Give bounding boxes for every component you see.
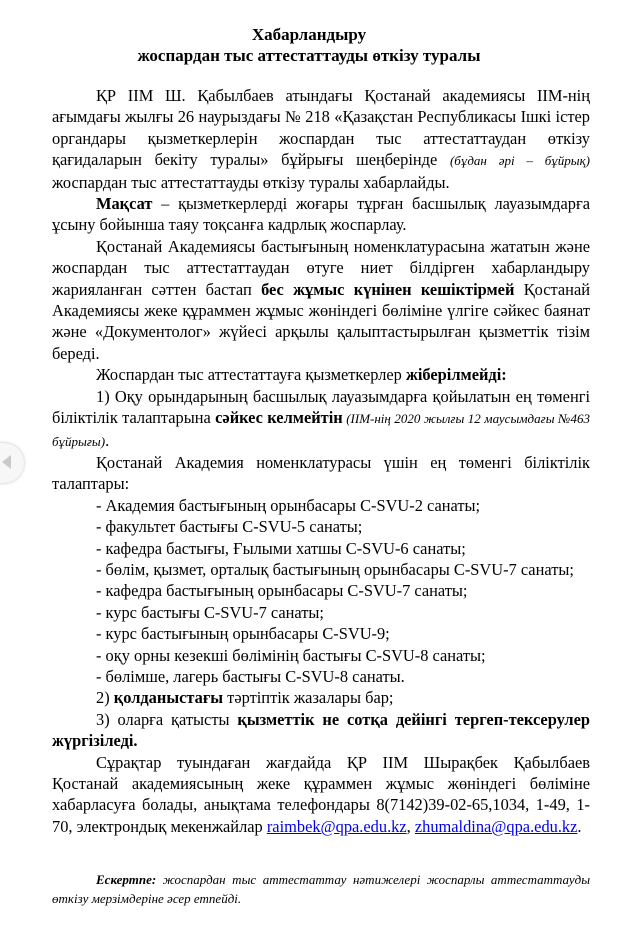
intro-text-c: жоспардан тыс аттестаттауды өткізу туралы хабарлайды.	[52, 172, 450, 192]
requirements-heading: Қостанай Академия номенклатурасы үшін ең төменгі біліктілік талаптары:	[52, 452, 590, 494]
title-line-2: жоспардан тыс аттестаттауды өткізу туралы	[137, 46, 481, 65]
apply-text-a: Қостанай Академиясы бастығының номенклатурасына жататын және жоспардан тыс аттестаттаудан өтуге ниет білдірген хабарландыру жарияланған сәттен бастап	[52, 236, 590, 299]
requirement-item: - курс бастығы C-SVU-7 санаты;	[96, 602, 324, 622]
apply-paragraph	[52, 236, 590, 364]
title-line-1: Хабарландыру	[251, 25, 367, 44]
item-3-bold: қызметтік не сотқа дейінгі тергеп-тексерулер жүргізіледі.	[52, 709, 590, 751]
email-separator: ,	[406, 816, 415, 836]
contact-end: .	[577, 816, 582, 836]
intro-paragraph	[52, 85, 590, 193]
item-1-italic: (ІІМ-нің 2020 жылғы 12 маусымдағы №463 бұйрығы)	[52, 411, 590, 449]
requirement-item: - Академия бастығының орынбасары C-SVU-2 санаты;	[96, 495, 481, 515]
apply-text-b: Қостанай Академиясы жеке құраммен жұмыс жөніндегі бөлiмiне үлгіге сәйкес баянат және «Документолог» жүйесі арқылы қалыптастырылған қызметтік тізім береді.	[52, 279, 590, 363]
document-body	[52, 85, 590, 837]
contact-text: Сұрақтар туындаған жағдайда ҚР ІІМ Шырақбек Қабылбаев Қостанай академиясының жеке құраммен жұмыс жөніндегі бөліміне хабарласуға болады, анықтама телефондары 8(7142)39-02-65,1034, 1-49, 1-70, электрондық мекенжайлар	[52, 752, 590, 836]
not-allowed-text: Жоспардан тыс аттестаттауға қызметкерлер	[96, 365, 406, 385]
requirement-item: - факультет бастығы C-SVU-5 санаты;	[96, 517, 363, 537]
item-1-bold: сәйкес келмейтін	[215, 408, 343, 428]
requirement-item: - бөлім, қызмет, орталық бастығының орынбасары C-SVU-7 санаты;	[96, 559, 574, 579]
intro-italic-note: (бұдан әрі – бұйрық)	[449, 153, 590, 169]
item-1-end: .	[105, 430, 110, 450]
email-link-zhumaldina[interactable]: zhumaldina@qpa.edu.kz	[414, 816, 578, 836]
item-2-text: тәртіптік жазалары бар;	[223, 688, 394, 708]
requirement-item: - кафедра бастығы, Ғылыми хатшы C-SVU-6 санаты;	[96, 538, 466, 558]
not-allowed-paragraph	[52, 364, 590, 385]
item-1-paragraph	[52, 386, 590, 452]
requirement-item: - кафедра бастығының орынбасары C-SVU-7 санаты;	[96, 581, 468, 601]
not-allowed-bold: жіберілмейді:	[405, 365, 507, 385]
item-2-paragraph	[52, 687, 590, 708]
item-2-bold: қолданыстағы	[113, 688, 224, 708]
item-1-text: 1) Оқу орындарының басшылық лауазымдарға қойылатын ең төменгі біліктілік талаптарына	[52, 386, 590, 428]
footnote	[52, 870, 590, 908]
item-3-paragraph	[52, 709, 590, 752]
contact-paragraph	[52, 752, 590, 838]
email-link-raimbek[interactable]: raimbek@qpa.edu.kz	[266, 816, 407, 836]
item-2-prefix: 2)	[96, 688, 114, 708]
requirement-item: - бөлімше, лагерь бастығы C-SVU-8 санаты.	[96, 666, 405, 686]
goal-label: Мақсат	[96, 194, 153, 214]
chevron-left-icon	[2, 455, 11, 469]
goal-text: – қызметкерлерді жоғары тұрған басшылық лауазымдарға ұсыну бойынша таяу тоқсанға кадрлық жоспарлау.	[52, 194, 590, 235]
previous-page-button[interactable]	[0, 443, 24, 483]
apply-deadline: бес жұмыс күнінен кешіктірмей	[261, 279, 515, 299]
requirement-item: - оқу орны кезекші бөлімінің бастығы C-SVU-8 санаты;	[96, 645, 486, 665]
footnote-label: Ескертпе:	[96, 872, 157, 887]
item-3-prefix: 3) оларға қатысты	[96, 709, 238, 729]
requirement-item: - курс бастығының орынбасары C-SVU-9;	[96, 624, 390, 644]
document-title	[0, 24, 618, 66]
goal-paragraph	[52, 193, 590, 236]
intro-text-a: ҚР ІІМ Ш. Қабылбаев атындағы Қостанай академиясы ІІМ-нің ағымдағы жылғы 26 наурыздағы № 218 «Қазақстан Республикасы Ішкі істер органдары қызметкерлерін жоспардан тыс аттестаттаудан өткізу қағидаларын бекіту туралы» бұйрығы шеңберінде	[52, 86, 590, 170]
footnote-text: жоспардан тыс аттестаттау нәтижелері жоспарлы аттестаттауды өткізу мерзімдеріне әсер етпейді.	[52, 872, 590, 906]
